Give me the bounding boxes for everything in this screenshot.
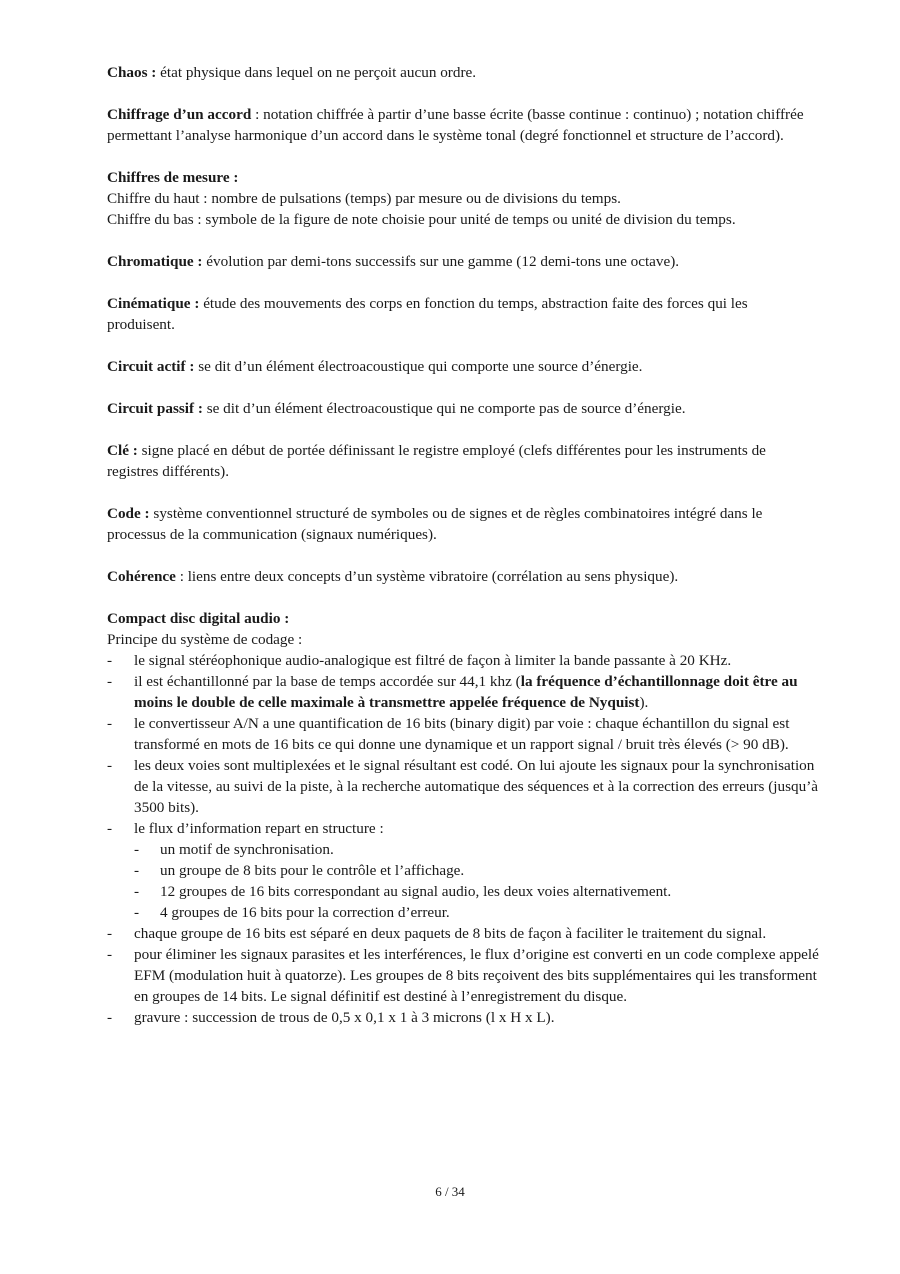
intro-line: Principe du système de codage : (107, 631, 303, 648)
term: Compact disc digital audio : (107, 610, 290, 627)
definition-line: Chiffre du haut : nombre de pulsations (temps) par mesure ou de divisions du temps. (107, 190, 621, 207)
list-dash: - (134, 841, 140, 858)
definition: signe placé en début de portée définissant le registre employé (clefs différentes pour les instruments de registres différents). (107, 442, 766, 480)
term: Chiffres de mesure : (107, 169, 239, 186)
glossary-entry-compact-disc (107, 608, 819, 1028)
list-dash: - (134, 904, 140, 921)
list-dash: - (107, 715, 113, 732)
structure-sublist (107, 839, 819, 923)
list-dash: - (107, 925, 113, 942)
list-item (107, 923, 819, 944)
list-dash: - (134, 883, 140, 900)
sublist-item (107, 881, 819, 902)
glossary-entry-cle (107, 440, 819, 482)
list-item-text: le flux d’information repart en structure : (134, 820, 384, 837)
glossary-entry-coherence (107, 566, 819, 587)
term: Code : (107, 505, 150, 522)
list-item-bold-text: la fréquence d’échantillonnage doit être au moins le double de celle maximale à transmettre appelée fréquence de Nyquist (134, 673, 798, 711)
glossary-entry-chromatique (107, 251, 819, 272)
sublist-item-text: un motif de synchronisation. (160, 841, 334, 858)
glossary-entry-chiffres-mesure (107, 167, 819, 230)
term: Chiffrage d’un accord (107, 106, 252, 123)
list-item (107, 755, 819, 818)
page-number: 6 / 34 (435, 1184, 465, 1199)
sublist-item (107, 839, 819, 860)
list-item-text: pour éliminer les signaux parasites et les interférences, le flux d’origine est converti en un code complexe appelé EFM (modulation huit à quatorze). Les groupes de 8 bits reçoivent des bits supplémentaires qui les transforment en groupes de 14 bits. Le signal définitif est destiné à l’enregistrement du disque. (134, 946, 819, 1005)
glossary-entry-circuit-passif (107, 398, 819, 419)
definition: se dit d’un élément électroacoustique qui ne comporte pas de source d’énergie. (202, 400, 686, 417)
term: Chromatique : (107, 253, 203, 270)
definition: étude des mouvements des corps en fonction du temps, abstraction faite des forces qui les produisent. (107, 295, 748, 333)
list-dash: - (107, 820, 113, 837)
sublist-item-text: 12 groupes de 16 bits correspondant au signal audio, les deux voies alternativement. (160, 883, 672, 900)
sublist-item (107, 860, 819, 881)
sublist-item-text: 4 groupes de 16 bits pour la correction d’erreur. (160, 904, 450, 921)
glossary-entry-code (107, 503, 819, 545)
definition: évolution par demi-tons successifs sur une gamme (12 demi-tons une octave). (202, 253, 680, 270)
list-item-text: ). (639, 694, 649, 711)
list-item-text: chaque groupe de 16 bits est séparé en deux paquets de 8 bits de façon à faciliter le traitement du signal. (134, 925, 767, 942)
definition: se dit d’un élément électroacoustique qui comporte une source d’énergie. (194, 358, 643, 375)
list-item (107, 671, 819, 713)
definition-line: Chiffre du bas : symbole de la figure de note choisie pour unité de temps ou unité de division du temps. (107, 211, 736, 228)
term: Cohérence (107, 568, 176, 585)
list-item (107, 650, 819, 671)
definition: : liens entre deux concepts d’un système vibratoire (corrélation au sens physique). (175, 568, 679, 585)
list-item-text: il est échantillonné par la base de temps accordée sur 44,1 khz ( (134, 673, 521, 690)
glossary-entry-circuit-actif (107, 356, 819, 377)
list-item-text: le signal stéréophonique audio-analogique est filtré de façon à limiter la bande passante à 20 KHz. (134, 652, 732, 669)
term: Circuit passif : (107, 400, 203, 417)
term: Cinématique : (107, 295, 200, 312)
list-item-text: le convertisseur A/N a une quantification de 16 bits (binary digit) par voie : chaque échantillon du signal est transformé en mots de 16 bits ce qui donne une dynamique et un rapport signal / bruit très élevés (> 90 dB). (134, 715, 790, 753)
list-item-text: gravure : succession de trous de 0,5 x 0,1 x 1 à 3 microns (l x H x L). (134, 1009, 555, 1026)
list-dash: - (134, 862, 140, 879)
definition: : notation chiffrée à partir d’une basse écrite (basse continue : continuo) ; notation chiffrée permettant l’analyse harmonique d’un accord dans le système tonal (degré fonctionnel et structure de l’accord). (107, 106, 804, 144)
glossary-entry-chaos (107, 62, 819, 83)
sublist-item (107, 902, 819, 923)
coding-steps-list (107, 650, 819, 839)
list-item (107, 1007, 819, 1028)
list-item (107, 713, 819, 755)
definition: système conventionnel structuré de symboles ou de signes et de règles combinatoires intégré dans le processus de la communication (signaux numériques). (107, 505, 763, 543)
coding-steps-list-continued (107, 923, 819, 1028)
list-item-text: les deux voies sont multiplexées et le signal résultant est codé. On lui ajoute les signaux pour la synchronisation de la vitesse, au suivi de la piste, à la recherche automatique des séquences et à la correction des erreurs (jusqu’à 3500 bits). (134, 757, 818, 816)
sublist-item-text: un groupe de 8 bits pour le contrôle et l’affichage. (160, 862, 465, 879)
list-dash: - (107, 673, 113, 690)
term: Circuit actif : (107, 358, 195, 375)
list-item (107, 944, 819, 1007)
list-dash: - (107, 946, 113, 963)
glossary-entry-chiffrage (107, 104, 819, 146)
term: Chaos : (107, 64, 157, 81)
document-page (107, 62, 819, 1049)
list-item (107, 818, 819, 839)
list-dash: - (107, 1009, 113, 1026)
list-dash: - (107, 652, 113, 669)
term: Clé : (107, 442, 138, 459)
glossary-entry-cinematique (107, 293, 819, 335)
list-dash: - (107, 757, 113, 774)
definition: état physique dans lequel on ne perçoit aucun ordre. (156, 64, 477, 81)
